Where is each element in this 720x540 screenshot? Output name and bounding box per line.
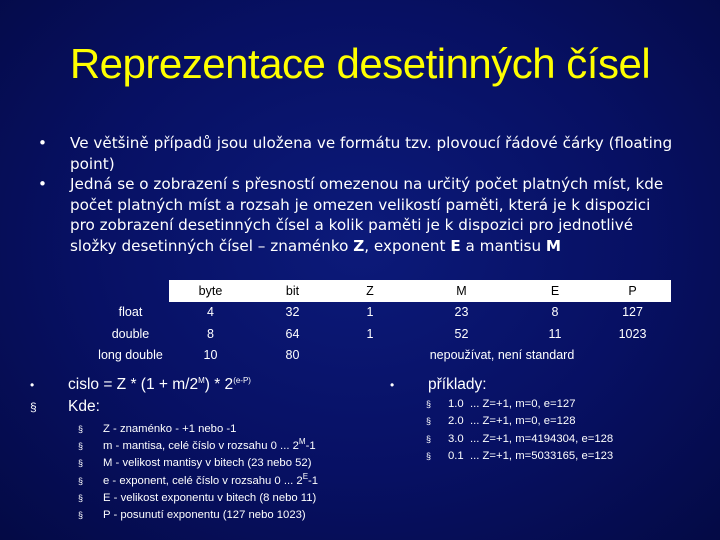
table-cell: 1023 [618, 326, 647, 341]
example-text: 0.1 ... Z=+1, m=5033165, e=123 [448, 450, 614, 463]
formula-line [30, 374, 370, 396]
table-cell: 64 [285, 326, 300, 341]
example-item [390, 413, 710, 430]
bullet-text: Ve většině případů jsou uložena ve formátu tzv. plovoucí řádové čárky (floating point) [70, 134, 673, 173]
formula-sup-exp: (e-P) [233, 375, 251, 385]
table-row [92, 302, 671, 324]
table-header-cell: M [407, 280, 516, 302]
bullet-marker: • [30, 378, 35, 392]
sub-marker: § [78, 424, 84, 434]
table-cell: 4 [207, 305, 214, 320]
table-cell: 127 [622, 305, 643, 320]
sub-marker: § [426, 416, 432, 427]
table-cell: 32 [285, 305, 300, 320]
table-cell: 11 [548, 326, 562, 341]
sub-marker: § [78, 510, 84, 521]
table-cell: 52 [454, 326, 469, 341]
table-note-cell: nepoužívat, není standard [429, 348, 575, 363]
table-cell: 8 [207, 326, 214, 341]
table-cell: 23 [454, 305, 469, 320]
bullet-z: Z [353, 236, 365, 255]
table-cell: 8 [551, 305, 559, 320]
definition-item [30, 490, 370, 507]
table-header-cell: bit [252, 280, 333, 302]
definition-item [30, 421, 370, 438]
definition-text-post: -1 [308, 474, 319, 487]
definition-text-post: -1 [305, 440, 316, 453]
examples-heading [390, 374, 710, 396]
examples-label: příklady: [428, 376, 487, 393]
definition-text: E - velikost exponentu v bitech (8 nebo 11) [103, 491, 317, 504]
formula-base: cislo = Z * (1 + m/2 [68, 376, 199, 393]
table-header-cell: Z [333, 280, 407, 302]
sub-marker: § [78, 492, 84, 503]
table-row [92, 345, 671, 367]
sub-marker: § [426, 451, 432, 462]
slide-title: Reprezentace desetinných čísel [69, 40, 651, 87]
example-text: 3.0 ... Z=+1, m=4194304, e=128 [448, 432, 614, 445]
table-cell: 80 [285, 348, 300, 363]
sub-marker: § [78, 458, 84, 469]
formula-mid: ) * 2 [204, 376, 234, 393]
formula-block [30, 374, 370, 524]
bullet-e: E [450, 236, 461, 255]
bullet-text: Jedná se o zobrazení s přesností omezenou na určitý počet platných míst, kde počet platných míst a rozsah je omezen velikostí paměti, která je k dispozici pro zobrazení desetinných čísel a kolik paměti je k dispozici pro jednotlivé složky desetinných čísel – znaménko [70, 175, 664, 255]
definition-item [30, 455, 370, 472]
example-item [390, 448, 710, 465]
table-cell: float [118, 305, 143, 320]
definition-item [30, 473, 370, 490]
example-item [390, 431, 710, 448]
definition-text: M - velikost mantisy v bitech (23 nebo 52) [103, 457, 312, 470]
table-row [92, 323, 671, 345]
kde-line [30, 396, 370, 418]
table-cell: 1 [366, 305, 374, 320]
examples-block [390, 374, 710, 466]
definition-text: m - mantisa, celé číslo v rozsahu 0 ... 2 [103, 440, 299, 453]
sub-marker: § [78, 475, 84, 486]
sub-marker: § [426, 433, 432, 444]
definition-sup: E [302, 471, 309, 481]
table-header-cell: byte [169, 280, 252, 302]
bullet-precision [38, 174, 678, 256]
sub-marker: § [426, 399, 432, 409]
sub-marker: § [78, 441, 84, 452]
definition-sup: M [298, 437, 306, 447]
intro-bullets [38, 133, 678, 256]
definition-item [30, 438, 370, 455]
table-cell: double [111, 326, 150, 341]
formula-sup-m: M [198, 375, 205, 385]
table-cell: long double [98, 348, 163, 363]
bullet-marker: § [30, 400, 37, 414]
bullet-floating-point [38, 133, 678, 174]
float-types-table [92, 280, 671, 366]
bullet-marker: • [38, 134, 47, 152]
example-text: 2.0 ... Z=+1, m=0, e=128 [448, 415, 576, 428]
example-item [390, 396, 710, 413]
definition-text: P - posunutí exponentu (127 nebo 1023) [103, 509, 306, 522]
table-cell: 10 [203, 348, 218, 363]
definition-text: Z - znaménko - +1 nebo -1 [103, 423, 237, 435]
definition-item [30, 507, 370, 524]
example-text: 1.0 ... Z=+1, m=0, e=127 [448, 398, 576, 410]
bullet-m: M [545, 236, 562, 255]
table-header-cell [92, 280, 169, 302]
bullet-marker: • [390, 378, 395, 392]
table-header-cell: E [516, 280, 594, 302]
bullet-text-mid1: , exponent [364, 236, 451, 255]
table-header-row [92, 280, 671, 302]
bullet-text-mid2: a mantisu [460, 236, 546, 255]
kde-label: Kde: [68, 398, 100, 415]
bullet-marker: • [38, 175, 47, 193]
table-header-cell: P [594, 280, 671, 302]
table-cell: 1 [366, 326, 374, 341]
definition-text: e - exponent, celé číslo v rozsahu 0 ... 2 [103, 474, 303, 487]
